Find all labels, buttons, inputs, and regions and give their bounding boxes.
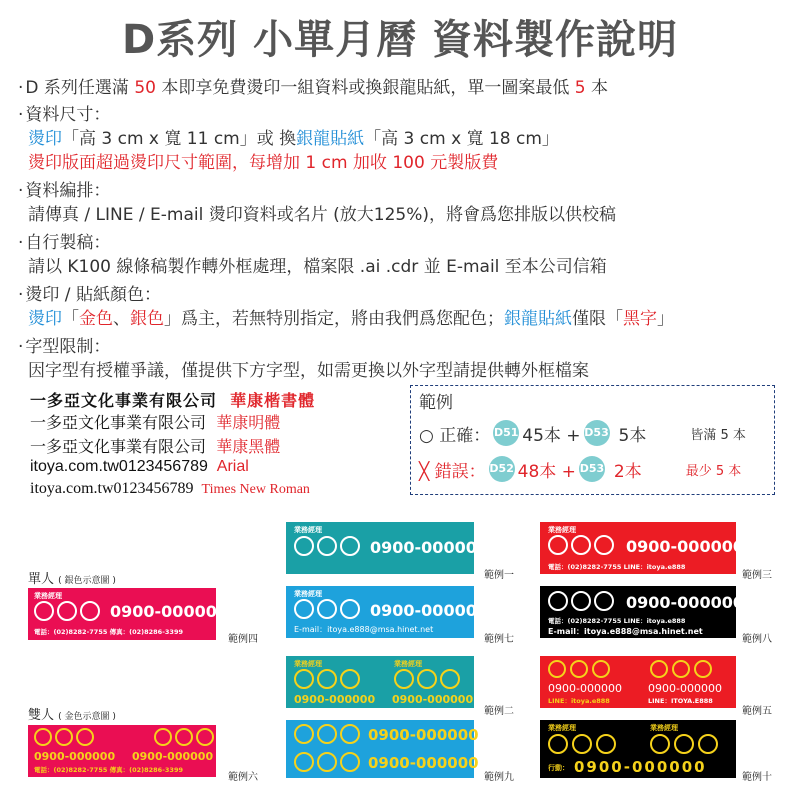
section-colors: · 燙印 / 貼紙顏色：: [18, 285, 161, 305]
section-self-made: · 自行製稿：: [18, 233, 111, 253]
font-row-ming: 一多亞文化事業有限公司 華康明體: [30, 413, 281, 432]
caption-e10: 範例十: [742, 772, 772, 783]
font-row-hei: 一多亞文化事業有限公司 華康黑體: [30, 437, 281, 456]
sample-card-2: 業務經理 業務經理 0900-000000 0900-000000: [286, 656, 474, 708]
example-wrong: ╳ 錯誤： D52 48本 + D53 2本 最少 5 本: [419, 456, 741, 482]
example-title: 範例: [419, 393, 453, 413]
example-correct: ○ 正確： D51 45本 + D53 5本 皆滿 5 本: [419, 420, 746, 446]
caption-e9: 範例九: [484, 772, 514, 783]
caption-e3: 範例三: [742, 570, 772, 581]
sample-card-3: 業務經理 0900-000000 電話：(02)8282-7755 LINE：itoya.e888: [540, 522, 736, 574]
caption-e5: 範例五: [742, 706, 772, 717]
caption-e4: 範例四: [228, 634, 258, 645]
caption-e2: 範例二: [484, 706, 514, 717]
sample-card-4: 業務經理 0900-000000 電話：(02)8282-7755 傳真：(02)8286-3399: [28, 588, 216, 640]
sample-card-5: 0900-000000 0900-000000 LINE：itoya.e888 LINE：ITOYA.E888: [540, 656, 736, 708]
label-single: 單人 ( 銀色示意圖 ): [28, 572, 116, 587]
sample-card-6: 0900-000000 0900-000000 電話：(02)8282-7755 傳真：(02)8286-3399: [28, 725, 216, 777]
section-size: · 資料尺寸：: [18, 105, 111, 125]
caption-e8: 範例八: [742, 634, 772, 645]
circles: [34, 601, 100, 621]
layout-detail: 請傳真 / LINE / E-mail 燙印資料或名片 (放大125%)，將會爲您排版以供校稿: [28, 205, 616, 225]
caption-e7: 範例七: [484, 634, 514, 645]
size-spec: 燙印「高 3 cm x 寬 11 cm」或 換銀龍貼紙「高 3 cm x 寬 18 cm」: [28, 129, 559, 149]
info-line-1: · D 系列任選滿 50 本即享免費燙印一組資料或換銀龍貼紙，單一圖案最低 5 本: [18, 78, 608, 98]
section-layout: · 資料編排：: [18, 181, 111, 201]
section-fonts: · 字型限制：: [18, 337, 111, 357]
font-row-times: itoya.com.tw0123456789 Times New Roman: [30, 480, 310, 497]
font-row-arial: itoya.com.tw0123456789 Arial: [30, 458, 249, 475]
sample-card-10: 業務經理 業務經理 行動： 0900-000000: [540, 720, 736, 778]
fonts-detail: 因字型有授權爭議，僅提供下方字型，如需更換以外字型請提供轉外框檔案: [28, 361, 589, 381]
size-surcharge: 燙印版面超過燙印尺寸範圍，每增加 1 cm 加收 100 元製版費: [28, 153, 499, 173]
self-made-detail: 請以 K100 線條稿製作轉外框處理，檔案限 .ai .cdr 並 E-mail 至本公司信箱: [28, 257, 607, 277]
sample-card-1: 業務經理 0900-000000: [286, 522, 474, 574]
example-box: [410, 385, 775, 495]
colors-detail: 燙印「金色、銀色」爲主，若無特別指定，將由我們爲您配色；銀龍貼紙僅限「黑字」: [28, 309, 674, 329]
sample-card-7: 業務經理 0900-000000 E-mail：itoya.e888@msa.hinet.net: [286, 586, 474, 638]
sample-card-8: 0900-000000 電話：(02)8282-7755 LINE：itoya.e888 E-mail：itoya.e888@msa.hinet.net: [540, 586, 736, 638]
font-row-kai: 一多亞文化事業有限公司 華康楷書體: [30, 391, 316, 410]
caption-e6: 範例六: [228, 772, 258, 783]
sample-card-9: 0900-000000 0900-000000: [286, 720, 474, 778]
page-title: D系列 小單月曆 資料製作說明: [121, 17, 679, 63]
caption-e1: 範例一: [484, 570, 514, 581]
label-double: 雙人 ( 金色示意圖 ): [28, 708, 116, 723]
